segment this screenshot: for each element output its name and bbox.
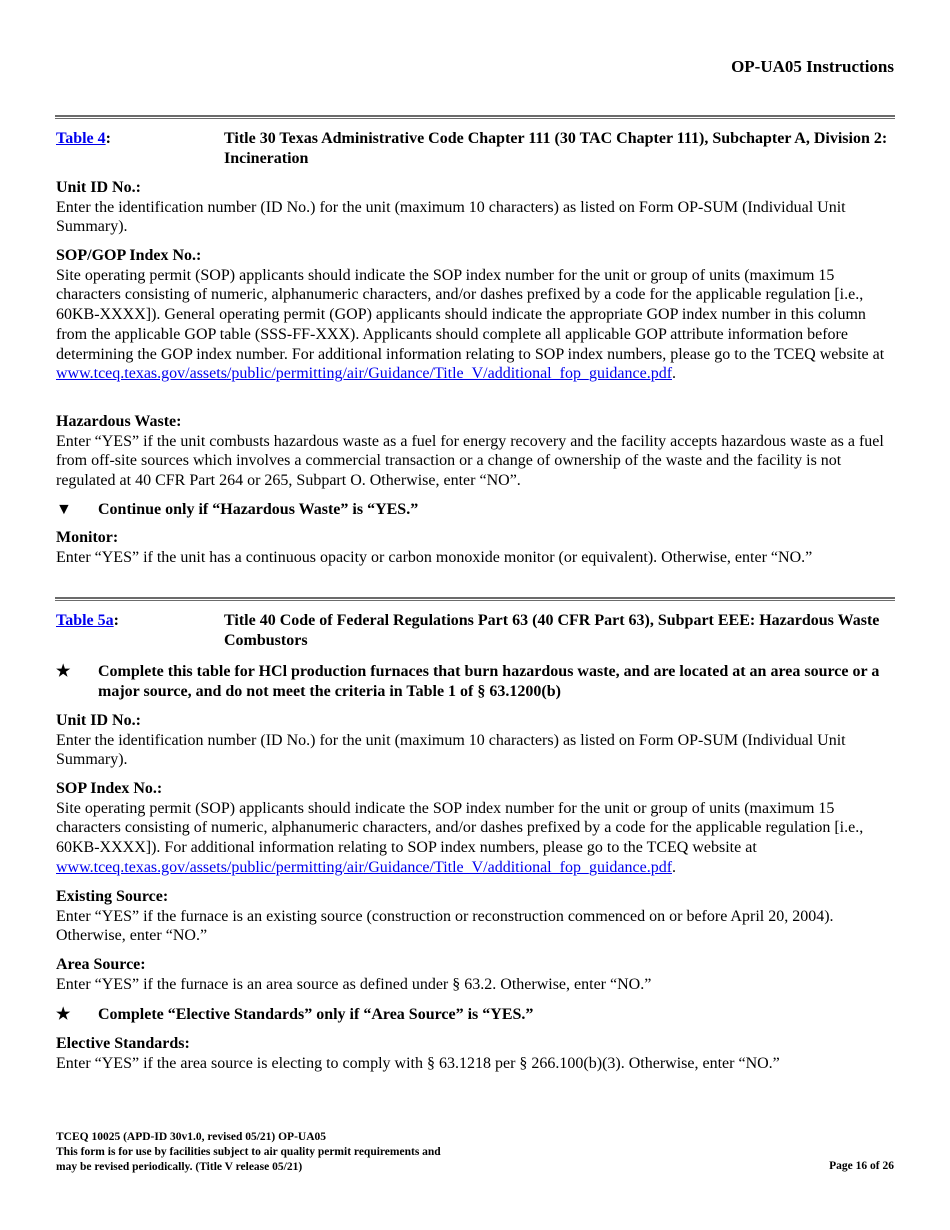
- field-description: Enter “YES” if the area source is electing to comply with § 63.1218 per § 266.100(b)(3). Otherwise, enter “NO.”: [56, 1054, 780, 1072]
- field-description: [56, 799, 896, 878]
- field-description-end: .: [672, 858, 677, 876]
- down-triangle-icon: ▼: [56, 501, 72, 518]
- page-number: Page 16 of 26: [829, 1160, 894, 1172]
- table5a-link-suffix: :: [113, 612, 119, 629]
- field-description: Enter “YES” if the unit combusts hazardous waste as a fuel for energy recovery and the facility accepts hazardous waste as a fuel from off-site sources which involves a commercial transaction or a change of ownership of the waste and the facility is not regulated at 40 CFR Part 264 or 265, Subpart O. Otherwise, enter “NO”.: [56, 432, 884, 490]
- document-header-title: OP-UA05 Instructions: [731, 57, 894, 76]
- tceq-guidance-link[interactable]: www.tceq.texas.gov/assets/public/permitting/air/Guidance/Title_V/additional_fop_guidance.pdf: [56, 365, 673, 383]
- footer-usage-note: This form is for use by facilities subject to air quality permit requirements and: [56, 1146, 441, 1158]
- table4-monitor: [56, 528, 896, 567]
- field-description-text: Site operating permit (SOP) applicants should indicate the SOP index number for the unit or group of units (maximum 15 characters consisting of numeric, alphanumeric characters, and/or dashes prefixed by a code for the applicable regulation [i.e., 60KB-XXXX]). General operating permit (GOP) applicants should indicate the appropriate GOP index number in this column from the applicable GOP table (SSS-FF-XXX). Applicants should complete all applicable GOP attribute information before determining the GOP index number. For additional information relating to SOP index numbers, please go to the TCEQ website at: [56, 266, 885, 363]
- table5a-existing-source: [56, 887, 896, 946]
- field-label: SOP/GOP Index No.:: [56, 247, 202, 264]
- footer-form-id: TCEQ 10025 (APD-ID 30v1.0, revised 05/21) OP-UA05: [56, 1131, 327, 1143]
- table5a-sop-index: [56, 779, 896, 878]
- note-text: Complete “Elective Standards” only if “Area Source” is “YES.”: [98, 1006, 534, 1023]
- field-description-text: Site operating permit (SOP) applicants should indicate the SOP index number for the unit or group of units (maximum 15 characters consisting of numeric, alphanumeric characters, and/or dashes prefixed by a code for the applicable regulation [i.e., 60KB-XXXX]). For additional information relating to SOP index numbers, please go to the TCEQ website at: [56, 799, 864, 857]
- form-footer: [56, 1130, 441, 1175]
- table4-link-suffix: :: [105, 130, 111, 147]
- field-label: Monitor:: [56, 529, 119, 546]
- table4-sop-gop-index: [56, 246, 896, 384]
- table4-link[interactable]: Table 4: [56, 130, 106, 147]
- section-divider: [55, 597, 895, 601]
- table5a-title: Title 40 Code of Federal Regulations Part 63 (40 CFR Part 63), Subpart EEE: Hazardous Waste Combustors: [224, 612, 880, 649]
- elective-standards-note: [56, 1005, 896, 1025]
- table5a-link[interactable]: Table 5a: [56, 612, 114, 629]
- note-text: Continue only if “Hazardous Waste” is “YES.”: [98, 501, 419, 518]
- field-label: SOP Index No.:: [56, 780, 163, 797]
- table5a-link-wrap: [56, 611, 119, 631]
- field-description: Enter “YES” if the unit has a continuous opacity or carbon monoxide monitor (or equivalent). Otherwise, enter “NO.”: [56, 548, 813, 566]
- table4-hazardous-waste: [56, 412, 896, 491]
- field-description: Enter “YES” if the furnace is an area source as defined under § 63.2. Otherwise, enter “NO.”: [56, 975, 652, 993]
- field-description-end: .: [672, 365, 677, 383]
- star-icon: ★: [56, 1006, 71, 1023]
- section-divider: [55, 115, 895, 119]
- field-description: Enter the identification number (ID No.) for the unit (maximum 10 characters) as listed on Form OP-SUM (Individual Unit Summary).: [56, 731, 846, 769]
- field-label: Elective Standards:: [56, 1035, 190, 1052]
- continue-note: [56, 500, 896, 520]
- table5a-elective-standards: [56, 1034, 896, 1073]
- table5a-heading: [56, 611, 896, 651]
- star-icon: ★: [56, 663, 71, 680]
- field-description: Enter the identification number (ID No.) for the unit (maximum 10 characters) as listed on Form OP-SUM (Individual Unit Summary).: [56, 198, 846, 236]
- field-label: Hazardous Waste:: [56, 413, 182, 430]
- table4-link-wrap: [56, 129, 111, 149]
- complete-table-note: [56, 662, 896, 702]
- table5a-unit-id: [56, 711, 896, 770]
- table4-unit-id: [56, 178, 896, 237]
- field-description: [56, 266, 896, 384]
- table5a-area-source: [56, 955, 896, 994]
- tceq-guidance-link[interactable]: www.tceq.texas.gov/assets/public/permitting/air/Guidance/Title_V/additional_fop_guidance.pdf: [56, 858, 673, 876]
- field-label: Existing Source:: [56, 888, 169, 905]
- table4-heading: [56, 129, 896, 169]
- field-label: Area Source:: [56, 956, 146, 973]
- field-label: Unit ID No.:: [56, 179, 141, 196]
- footer-revision-note: may be revised periodically. (Title V release 05/21): [56, 1161, 303, 1173]
- note-text: Complete this table for HCl production furnaces that burn hazardous waste, and are located at an area source or a major source, and do not meet the criteria in Table 1 of § 63.1200(b): [98, 663, 880, 700]
- table4-title: Title 30 Texas Administrative Code Chapter 111 (30 TAC Chapter 111), Subchapter A, Division 2: Incineration: [224, 130, 888, 167]
- field-label: Unit ID No.:: [56, 712, 141, 729]
- field-description: Enter “YES” if the furnace is an existing source (construction or reconstruction commenced on or before April 20, 2004). Otherwise, enter “NO.”: [56, 907, 834, 945]
